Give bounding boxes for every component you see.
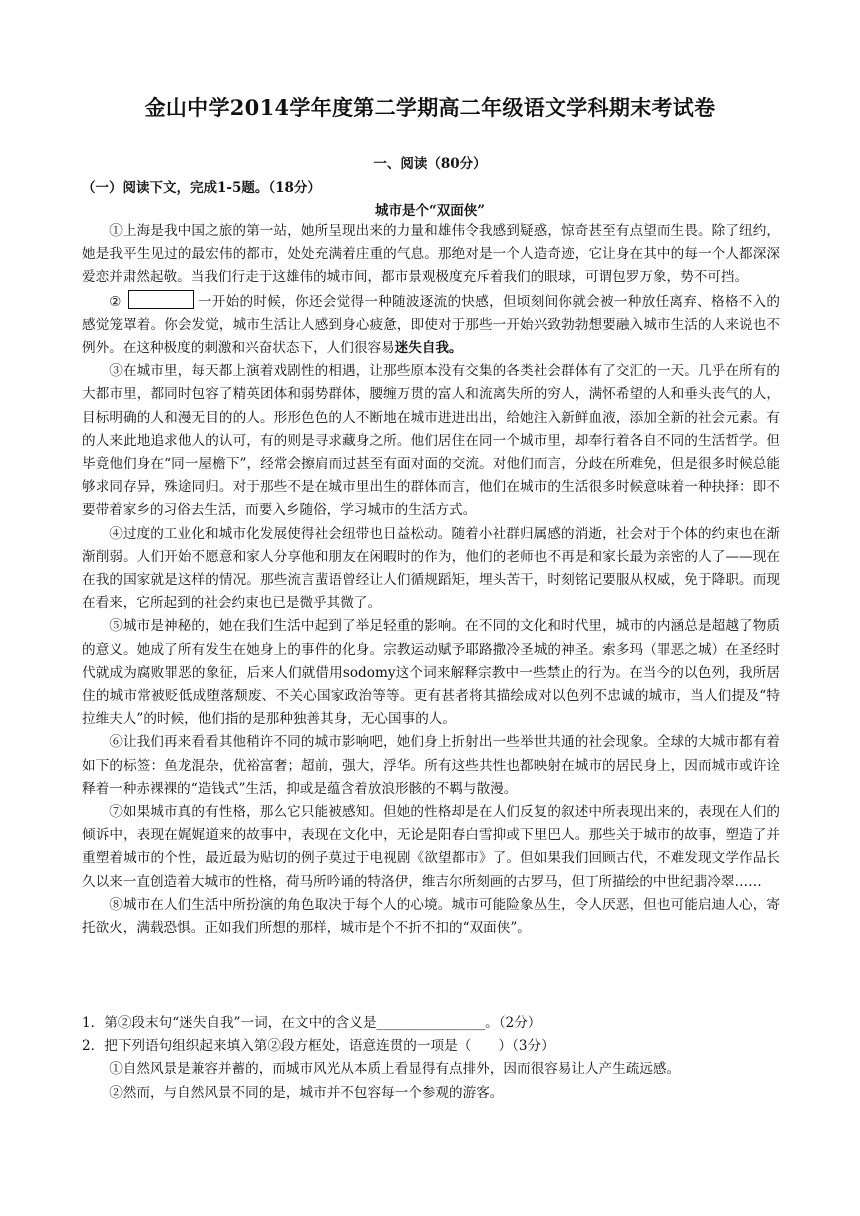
question-2-option-2: ②然而，与自然风景不同的是，城市并不包容每一个参观的游客。	[109, 1084, 504, 1101]
paragraph-3: ③在城市里，每天都上演着戏剧性的相遇，让那些原本没有交集的各类社会群体有了交汇的一天。几乎在所有的大都市里，都同时包容了精英团体和弱势群体，腰缠万贯的富人和流离失所的穷人，满怀希望的人和垂头丧气的人，目标明确的人和漫无目的的人。形形色色的人不断地在城市进进出出，给她注入新鲜血液，添加全新的社会元素。有的人来此地追求他人的认可，有的则是寻求藏身之所。他们居住在同一个城市里，却奉行着各自不同的生活哲学。但毕竟他们身在“同一屋檐下”，经常会擦肩而过甚至有面对面的交流。对他们而言，分歧在所难免，但是很多时候总能够求同存异，殊途同归。对于那些不是在城市里出生的群体而言，他们在城市的生活很多时候意味着一种抉择：即不要带着家乡的习俗去生活，而要入乡随俗，学习城市的生活方式。	[82, 363, 780, 519]
question-2-option-1: ①自然风景是兼容并蓄的，而城市风光从本质上看显得有点排外，因而很容易让人产生疏远感。	[109, 1061, 681, 1078]
question-1: 1．第②段末句“迷失自我”一词，在文中的含义是________________。（2分）	[82, 1015, 542, 1031]
exam-title: 金山中学2014学年度第二学期高二年级语文学科期末考试卷	[144, 95, 716, 120]
paragraph-1: ①上海是我中国之旅的第一站，她所呈现出来的力量和雄伟令我感到疑惑，惊奇甚至有点望而生畏。除了纽约，她是我平生见过的最宏伟的都市，处处充满着庄重的气息。那绝对是一个人造奇迹，它让身在其中的每一个人都深深爱恋并肃然起敬。当我们行走于这雄伟的城市间，都市景观极度充斥着我们的眼球，可谓包罗万象，势不可挡。	[82, 223, 780, 286]
paragraph-2	[82, 290, 780, 361]
paragraph-5: ⑤城市是神秘的，她在我们生活中起到了举足轻重的影响。在不同的文化和时代里，城市的内涵总是超越了物质的意义。她成了所有发生在她身上的事件的化身。宗教运动赋予耶路撒冷圣城的神圣。索多玛（罪恶之城）在圣经时代就成为腐败罪恶的象征，后来人们就借用sodomy这个词来解释宗教中一些禁止的行为。在当今的以色列，我所居住的城市常被贬低成堕落颓废、不关心国家政治等等。更有甚者将其描绘成对以色列不忠诚的城市，当人们提及“特拉维夫人”的时候，他们指的是那种独善其身，无心国事的人。	[82, 618, 780, 728]
question-2: 2．把下列语句组织起来填入第②段方框处，语意连贯的一项是（ ）（3分）	[82, 1038, 555, 1055]
section-heading: 一、阅读（80分）	[373, 156, 487, 172]
article-title: 城市是个“双面侠”	[374, 203, 486, 219]
paragraph-8: ⑧城市在人们生活中所扮演的角色取决于每个人的心境。城市可能险象丛生，令人厌恶，但也可能启迪人心，寄托欲火，满载恐惧。正如我们所想的那样，城市是个不折不扣的“双面侠”。	[82, 896, 780, 937]
part-heading: （一）阅读下文，完成1-5题。（18分）	[82, 180, 321, 196]
paragraph-4: ④过度的工业化和城市化发展使得社会纽带也日益松动。随着小社群归属感的消逝，社会对于个体的约束也在渐渐削弱。人们开始不愿意和家人分享他和朋友在闲暇时的作为，他们的老师也不再是和家长最为亲密的人了——现在在我的国家就是这样的情况。那些流言蜚语曾经让人们循规蹈矩，埋头苦干，时刻铭记要服从权威，免于降职。而现在看来，它所起到的社会约束也已是微乎其微了。	[82, 525, 780, 612]
paragraph-2-number: ②	[109, 293, 122, 310]
questions-block	[82, 1012, 780, 1105]
article-body	[82, 220, 780, 940]
paragraph-7: ⑦如果城市真的有性格，那么它只能被感知。但她的性格却是在人们反复的叙述中所表现出来的，表现在人们的倾诉中，表现在娓娓道来的故事中，表现在文化中，无论是阳春白雪抑或下里巴人。那些关于城市的故事，塑造了并重塑着城市的个性，最近最为贴切的例子莫过于电视剧《欲望都市》了。但如果我们回顾古代，不难发现文学作品长久以来一直创造着大城市的性格，荷马所吟诵的特洛伊，维吉尔所刻画的古罗马，但丁所描绘的中世纪翡冷翠……	[82, 804, 780, 890]
paragraph-2-text: 一开始的时候，你还会觉得一种随波逐流的快感，但顷刻间你就会被一种放任离弃、格格不入的感觉笼罩着。你会发觉，城市生活让人感到身心疲惫，即使对于那些一开始兴致勃勃想要融入城市生活的人来说也不例外。在这种极度的刺激和兴奋状态下，人们很容易	[82, 293, 781, 357]
paragraph-2-bold-phrase: 迷失自我。	[394, 340, 463, 357]
answer-blank-box	[128, 290, 194, 309]
paragraph-6: ⑥让我们再来看看其他稍许不同的城市影响吧，她们身上折射出一些举世共通的社会现象。全球的大城市都有着如下的标签：鱼龙混杂，优裕富奢；超前，强大，浮华。所有这些共性也都映射在城市的居民身上，因而城市或许诠释着一种赤裸裸的“造钱式”生活，抑或是蕴含着放浪形骸的不羁与散漫。	[82, 734, 780, 797]
